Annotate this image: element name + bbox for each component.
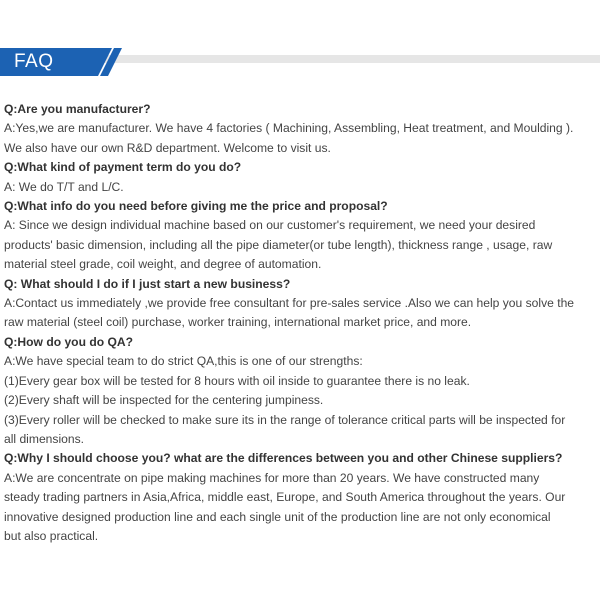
answer-1-line-1: A:Yes,we are manufacturer. We have 4 factories ( Machining, Assembling, Heat treatment, and Moulding ). — [4, 121, 574, 136]
question-3: Q:What info do you need before giving me the price and proposal? — [4, 199, 388, 214]
answer-2-line-1: A: We do T/T and L/C. — [4, 179, 124, 194]
answer-6-line-1: A:We are concentrate on pipe making machines for more than 20 years. We have constructed many — [4, 470, 540, 485]
answer-6-line-4: but also practical. — [4, 528, 99, 543]
answer-4-line-2: raw material (steel coil) purchase, worker training, international market price, and more. — [4, 315, 472, 330]
answer-5-line-5: all dimensions. — [4, 431, 84, 446]
answer-5-line-1: A:We have special team to do strict QA,this is one of our strengths: — [4, 354, 363, 369]
answer-3-line-3: material steel grade, coil weight, and degree of automation. — [4, 257, 322, 272]
answer-5-line-2: (1)Every gear box will be tested for 8 hours with oil inside to guarantee there is no leak. — [4, 373, 470, 388]
answer-4-line-1: A:Contact us immediately ,we provide free consultant for pre-sales service .Also we can help you solve the — [4, 296, 575, 311]
answer-3-line-2: products' basic dimension, including all the pipe diameter(or tube length), thickness range , usage, raw — [4, 237, 553, 252]
question-5: Q:How do you do QA? — [4, 334, 133, 349]
answer-1-line-2: We also have our own R&D department. Welcome to visit us. — [4, 140, 331, 155]
faq-title: FAQ — [14, 51, 54, 72]
faq-list — [4, 100, 598, 546]
header-banner-shape — [0, 48, 600, 76]
question-4: Q: What should I do if I just start a new business? — [4, 276, 291, 291]
question-2: Q:What kind of payment term do you do? — [4, 160, 242, 175]
answer-5-line-4: (3)Every roller will be checked to make sure its in the range of tolerance critical parts will be inspected for — [4, 412, 566, 427]
answer-6-line-3: innovative designed production line and each single unit of the production line are not only economical — [4, 509, 551, 524]
answer-5-line-3: (2)Every shaft will be inspected for the centering jumpiness. — [4, 393, 324, 408]
question-1: Q:Are you manufacturer? — [4, 102, 151, 116]
answer-3-line-1: A: Since we design individual machine based on our customer's requirement, we need your desired — [4, 218, 536, 233]
answer-6-line-2: steady trading partners in Asia,Africa, middle east, Europe, and South America throughout the years. Our — [4, 490, 566, 505]
faq-header — [0, 48, 600, 76]
question-6: Q:Why I should choose you? what are the differences between you and other Chinese suppliers? — [4, 451, 563, 466]
